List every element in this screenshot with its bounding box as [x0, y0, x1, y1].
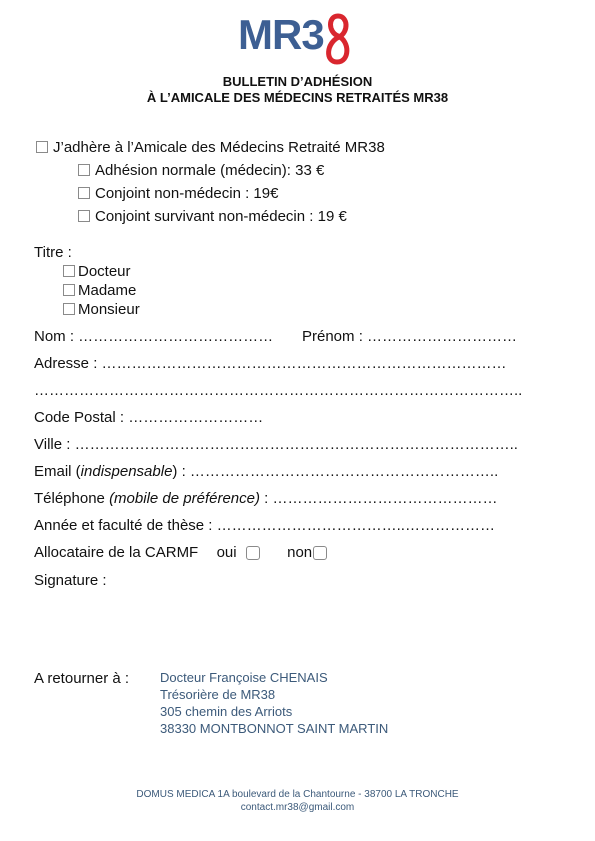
titre-option-label: Madame [78, 282, 137, 299]
titre-label: Titre : [34, 244, 72, 261]
annee-faculte-field[interactable]: Année et faculté de thèse : ………………………………..……………… [34, 517, 495, 534]
carmf-oui-label: oui [216, 544, 237, 561]
form-title-line2: À L’AMICALE DES MÉDECINS RETRAITÉS MR38 [146, 90, 449, 105]
return-address-line: Trésorière de MR38 [160, 687, 276, 702]
membership-option-survivant[interactable] [78, 208, 347, 226]
titre-option-monsieur[interactable] [63, 301, 140, 319]
membership-option-label: Conjoint survivant non-médecin : 19 € [95, 208, 347, 225]
return-to-label: A retourner à : [34, 670, 130, 687]
return-address [160, 669, 388, 737]
telephone-dots: : ……………………………………… [259, 490, 498, 507]
footer-email[interactable]: contact.mr38@gmail.com [240, 802, 355, 813]
return-address-line: Docteur Françoise CHENAIS [160, 670, 328, 685]
logo-eight-glyph [322, 10, 354, 68]
adresse-field[interactable]: Adresse : ……………………………………………………………………… [34, 355, 507, 372]
checkbox-carmf-oui[interactable] [246, 546, 260, 560]
membership-option-conjoint[interactable] [78, 185, 278, 203]
prenom-field[interactable]: Prénom : ………………………… [302, 328, 518, 345]
checkbox-conjoint[interactable] [78, 187, 90, 199]
return-address-line: 38330 MONTBONNOT SAINT MARTIN [160, 721, 389, 736]
membership-option-label: Conjoint non-médecin : 19€ [95, 185, 279, 202]
mr38-logo [238, 10, 358, 68]
membership-option-normal[interactable] [78, 162, 324, 180]
carmf-label: Allocataire de la CARMF [34, 544, 199, 561]
code-postal-field[interactable]: Code Postal : ……………………… [34, 409, 264, 426]
form-title-line1: BULLETIN D’ADHÉSION [222, 74, 373, 89]
membership-main-option[interactable] [36, 139, 385, 157]
return-address-line: 305 chemin des Arriots [160, 704, 293, 719]
titre-option-docteur[interactable] [63, 263, 131, 281]
ville-field[interactable]: Ville : …………………………………………………………………………….. [34, 436, 518, 453]
checkbox-carmf-non[interactable] [313, 546, 327, 560]
email-label: Email ( [34, 463, 81, 480]
titre-option-label: Docteur [78, 263, 131, 280]
checkbox-normal[interactable] [78, 164, 90, 176]
membership-main-label: J’adhère à l’Amicale des Médecins Retraité MR38 [53, 139, 385, 156]
membership-option-label: Adhésion normale (médecin): 33 € [95, 162, 325, 179]
checkbox-monsieur[interactable] [63, 303, 75, 315]
telephone-label: Téléphone [34, 490, 110, 507]
titre-option-madame[interactable] [63, 282, 136, 300]
email-emphasis: indispensable [80, 463, 173, 480]
checkbox-survivant[interactable] [78, 210, 90, 222]
titre-option-label: Monsieur [78, 301, 140, 318]
carmf-row [34, 544, 332, 562]
checkbox-main-membership[interactable] [36, 141, 48, 153]
logo-text: MR3 [238, 11, 324, 58]
footer-address: DOMUS MEDICA 1A boulevard de la Chantourne - 38700 LA TRONCHE [136, 789, 459, 800]
email-dots: ) : …………………………………………………….. [172, 463, 499, 480]
carmf-non-label: non [287, 544, 313, 561]
telephone-emphasis: (mobile de préférence) [109, 490, 260, 507]
nom-field[interactable]: Nom : ………………………………… [34, 328, 274, 345]
checkbox-docteur[interactable] [63, 265, 75, 277]
signature-field[interactable]: Signature : [34, 572, 107, 589]
telephone-field[interactable] [34, 490, 498, 508]
checkbox-madame[interactable] [63, 284, 75, 296]
email-field[interactable] [34, 463, 498, 481]
adresse-field-continued[interactable]: …………………………………………………………………………………….. [34, 382, 523, 399]
